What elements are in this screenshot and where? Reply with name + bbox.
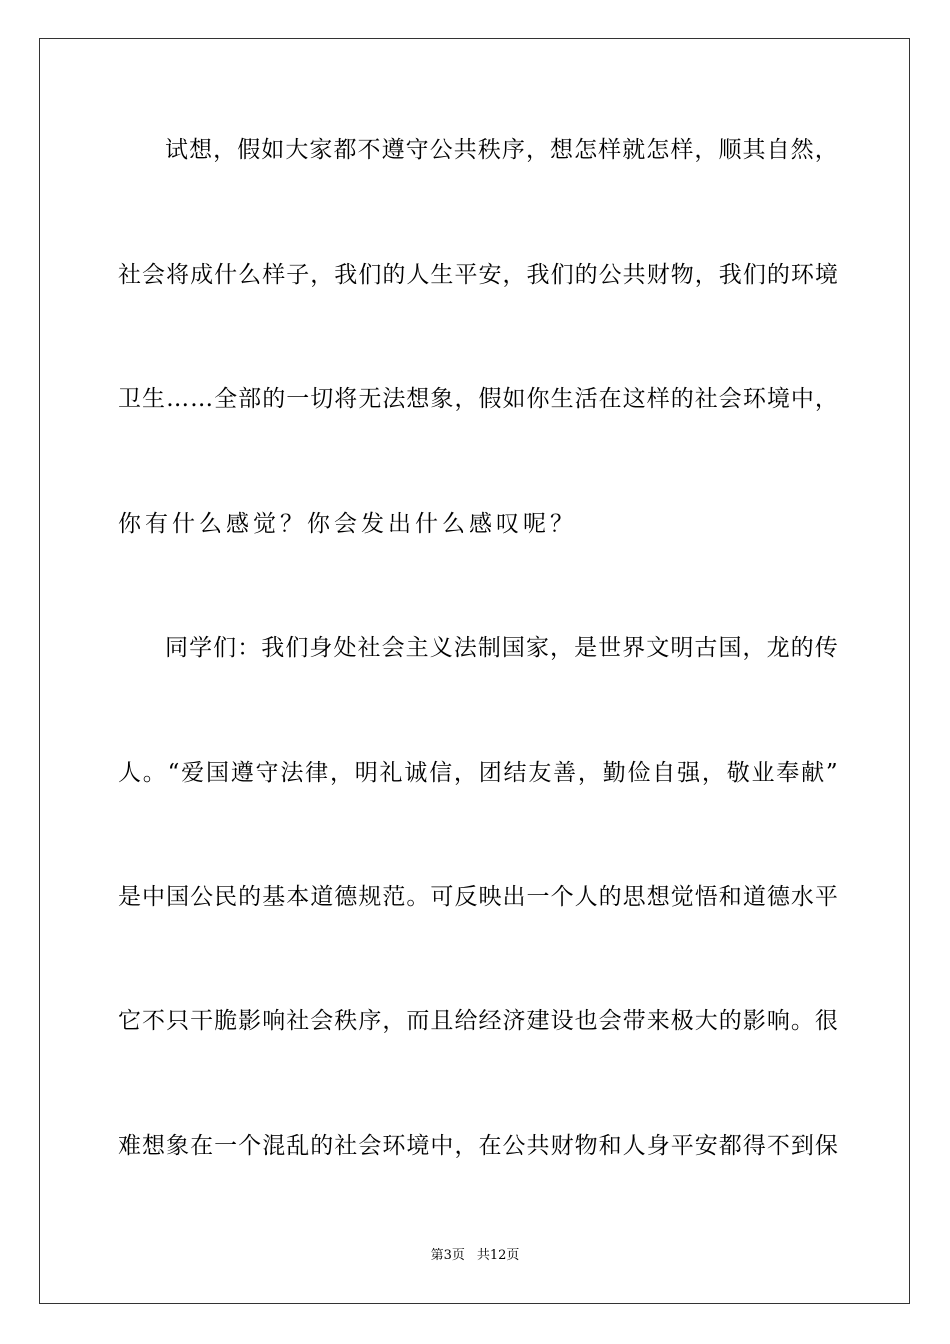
paragraph-line: 人 。 “ 爱 国 遵 守 法 律 ， 明 礼 诚 信 ， 团 结 友 善 ， 勤 俭 自 强 ， 敬 业 奉 献 ” <box>118 760 838 786</box>
paragraph-line: 卫 生 … … 全 部 的 一 切 将 无 法 想 象 ， 假 如 你 生 活 在 这 样 的 社 会 环 境 中 ， <box>118 386 838 412</box>
page-number: 第3页 <box>430 1248 465 1263</box>
paragraph-line: 难 想 象 在 一 个 混 乱 的 社 会 环 境 中 ， 在 公 共 财 物 和 人 身 平 安 都 得 不 到 保 <box>118 1133 838 1159</box>
total-pages: 共12页 <box>476 1248 520 1263</box>
paragraph-line: 试 想 ， 假 如 大 家 都 不 遵 守 公 共 秩 序 ， 想 怎 样 就 怎 样 ， 顺 其 自 然 ， <box>165 137 838 163</box>
paragraph-line: 你有什么感觉？你会发出什么感叹呢？ <box>118 511 577 537</box>
page-footer <box>0 1246 950 1266</box>
paragraph-line: 它 不 只 干 脆 影 响 社 会 秩 序 ， 而 且 给 经 济 建 设 也 会 带 来 极 大 的 影 响 。 很 <box>118 1008 838 1034</box>
page-border <box>39 38 910 1304</box>
paragraph-line: 同 学 们 ： 我 们 身 处 社 会 主 义 法 制 国 家 ， 是 世 界 文 明 古 国 ， 龙 的 传 <box>165 635 838 661</box>
paragraph-line: 社 会 将 成 什 么 样 子 ， 我 们 的 人 生 平 安 ， 我 们 的 公 共 财 物 ， 我 们 的 环 境 <box>118 262 838 288</box>
paragraph-line: 是 中 国 公 民 的 基 本 道 德 规 范 。 可 反 映 出 一 个 人 的 思 想 觉 悟 和 道 德 水 平 <box>118 884 838 910</box>
